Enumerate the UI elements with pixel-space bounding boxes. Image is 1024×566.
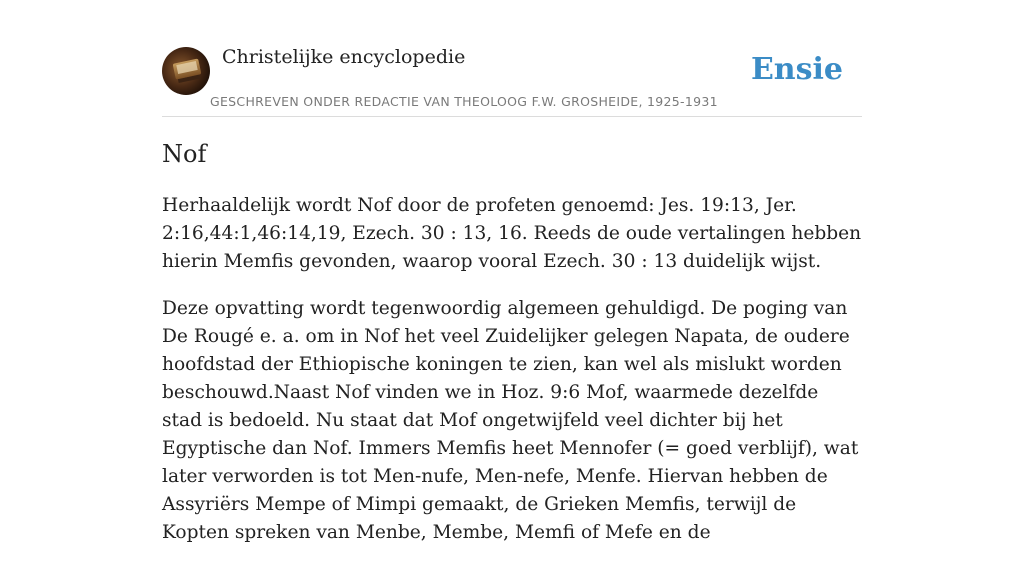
site-header [162,0,862,117]
article-title: Nof [162,140,207,168]
article-paragraph: Deze opvatting wordt tegenwoordig algemeen gehuldigd. De poging van De Rougé e. a. om in Nof het veel Zuidelijker gelegen Napata, de oudere hoofdstad der Ethiopische koningen te zien, kan wel als mislukt worden beschouwd.Naast Nof vinden we in Hoz. 9:6 Mof, waarmede dezelfde stad is bedoeld. Nu staat dat Mof ongetwijfeld veel dichter bij het Egyptische dan Nof. Immers Memfis heet Mennofer (= goed verblijf), wat later verworden is tot Men-nufe, Men-nefe, Menfe. Hiervan hebben de Assyriërs Mempe of Mimpi gemaakt, de Grieken Memfis, terwijl de Kopten spreken van Menbe, Membe, Memfi of Mefe en de [162,298,859,543]
page-container [162,0,862,543]
encyclopedia-title[interactable]: Christelijke encyclopedie [222,46,466,68]
article-paragraph: Herhaaldelijk wordt Nof door de profeten genoemd: Jes. 19:13, Jer. 2:16,44:1,46:14,19, Ezech. 30 : 13, 16. Reeds de oude vertalingen hebben hierin Memfis gevonden, waarop vooral Ezech. 30 : 13 duidelijk wijst. [162,195,862,272]
encyclopedia-subtitle: GESCHREVEN ONDER REDACTIE VAN THEOLOOG F.W. GROSHEIDE, 1925-1931 [210,94,718,109]
encyclopedia-avatar[interactable] [162,47,210,95]
article-body [162,192,862,566]
ensie-logo[interactable]: Ensie [750,52,843,87]
